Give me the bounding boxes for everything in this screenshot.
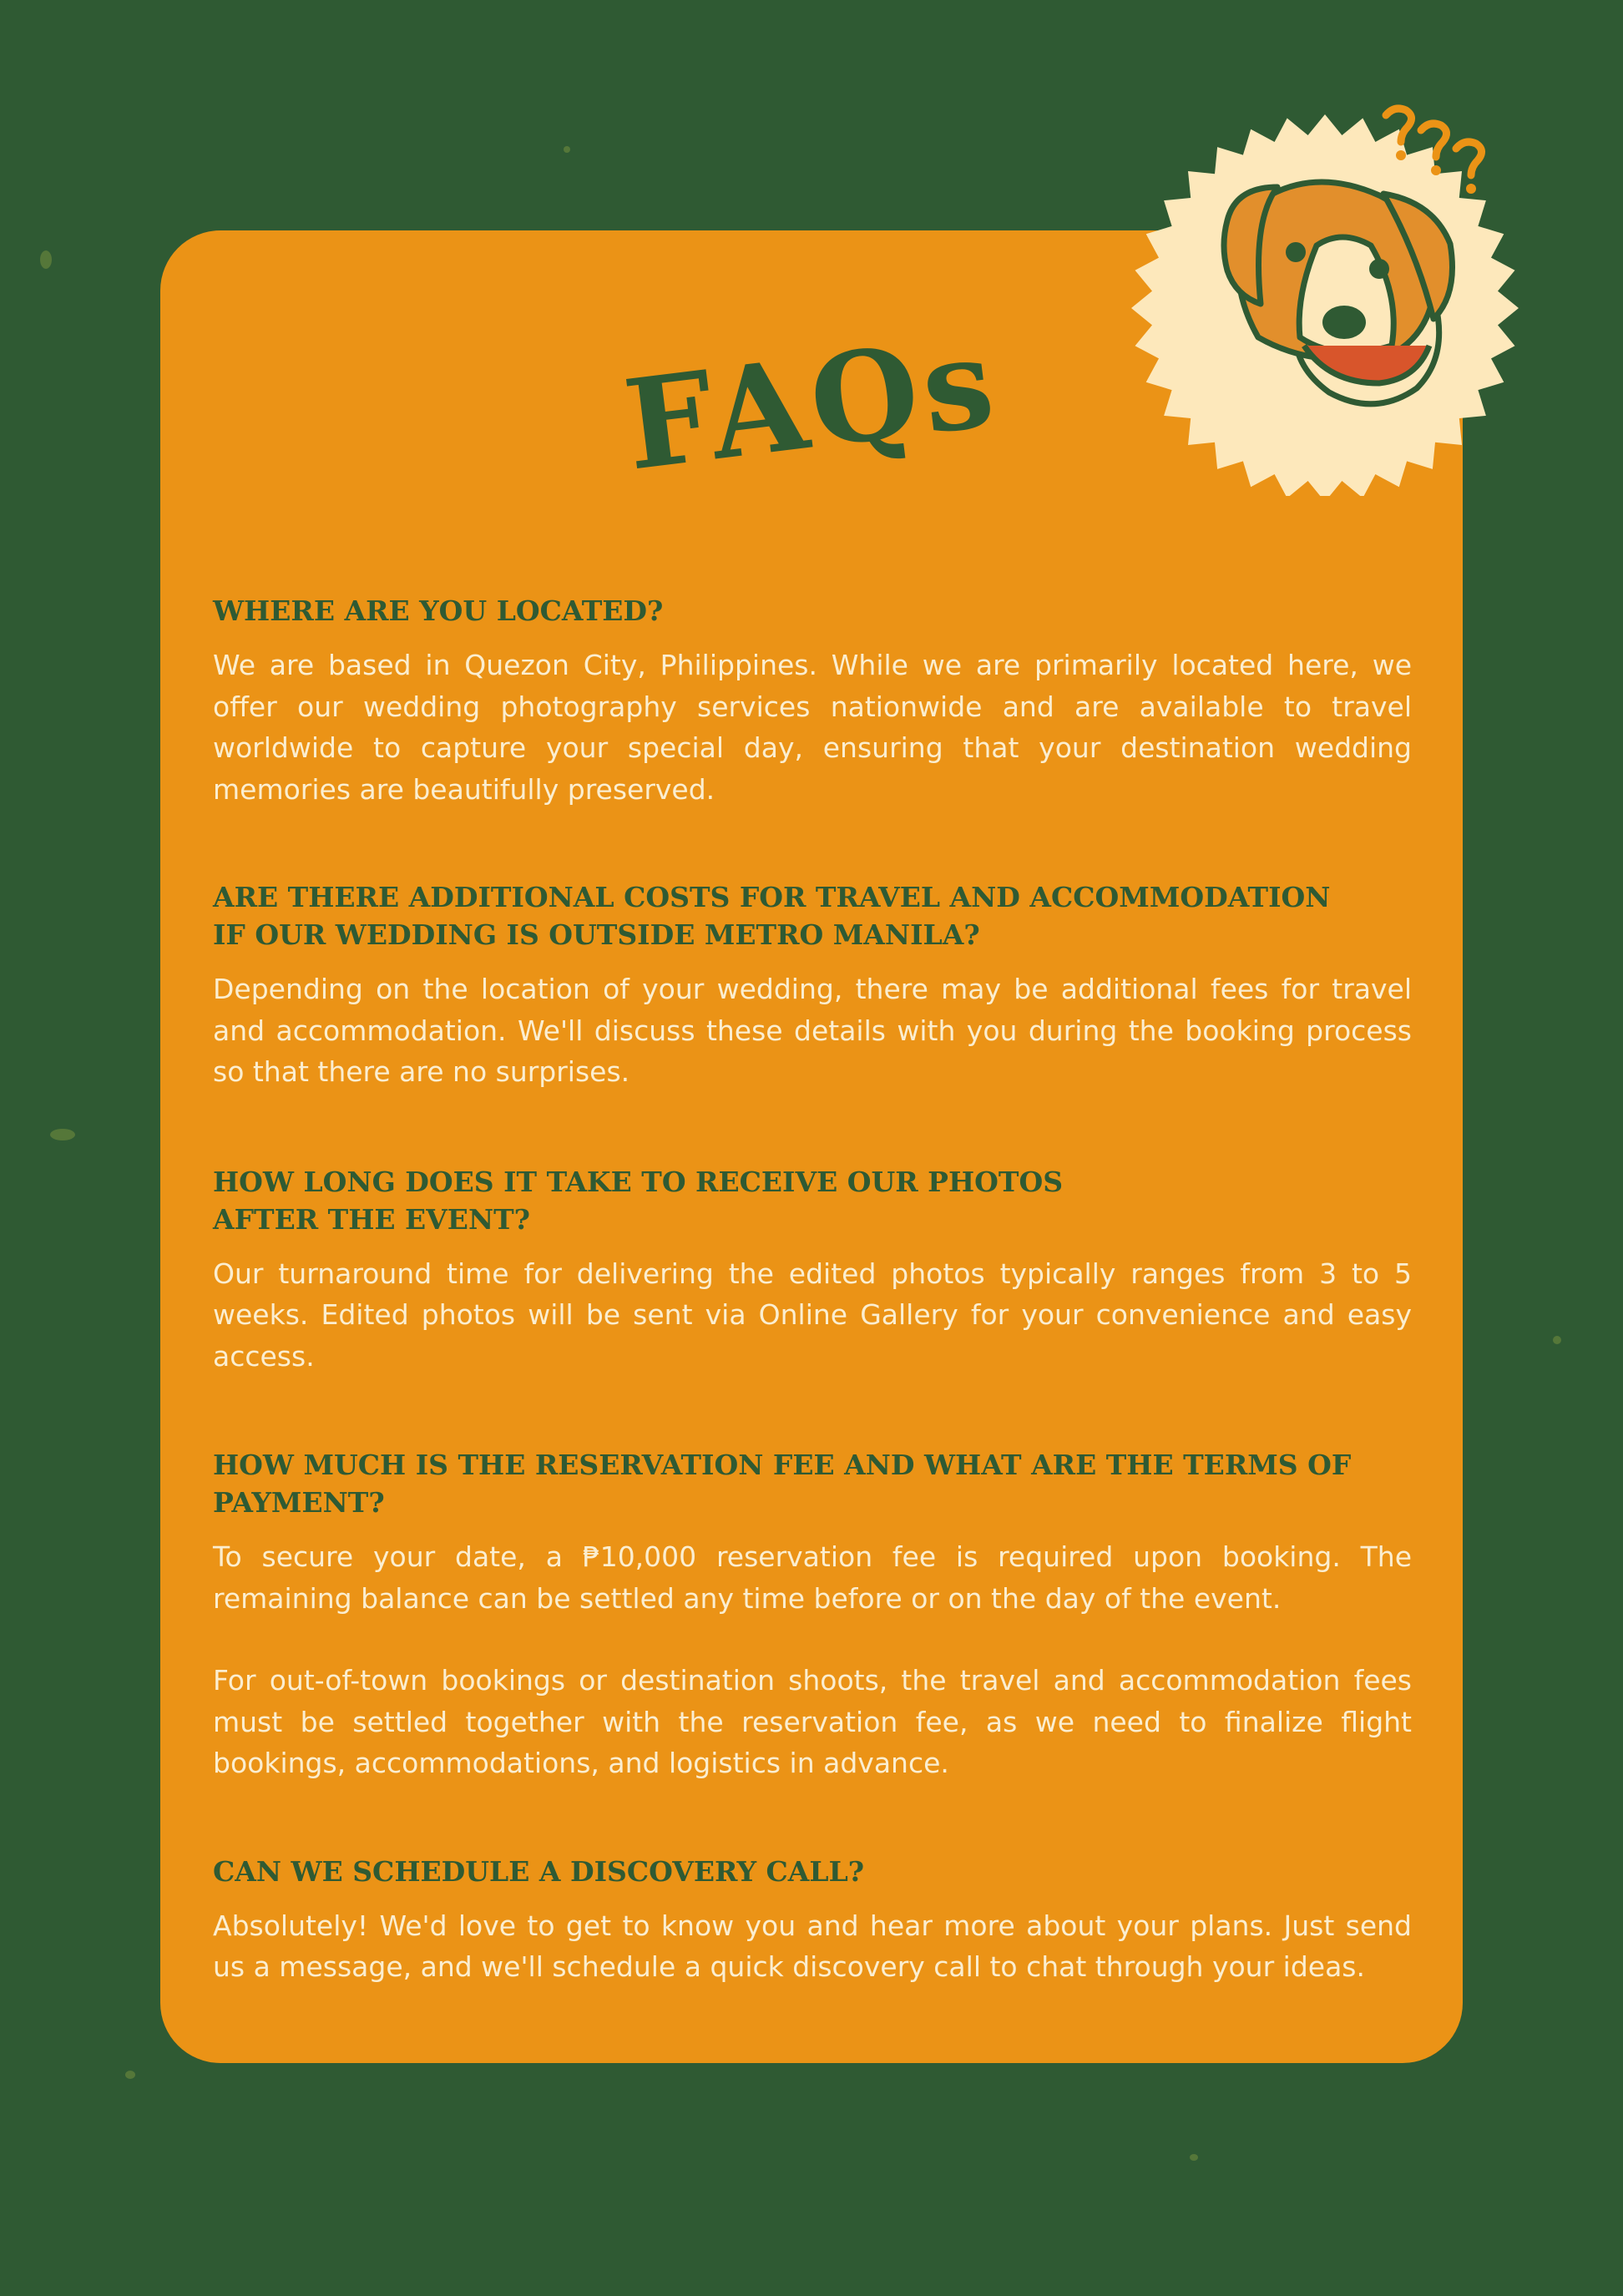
background-speck (1553, 1336, 1561, 1344)
faq-item-reservation-fee (213, 1446, 1412, 1784)
faq-item-travel-costs (213, 878, 1412, 1093)
faq-question: CAN WE SCHEDULE A DISCOVERY CALL? (213, 1854, 865, 1888)
background-speck (564, 146, 570, 153)
faq-answer: Absolutely! We'd love to get to know you and hear more about your plans. Just send us a message, and we'll schedule a quick discovery call to chat through your ideas. (213, 1909, 1412, 1983)
faq-question: HOW MUCH IS THE RESERVATION FEE AND WHAT ARE THE TERMS OF PAYMENT? (213, 1449, 1352, 1519)
faq-answer: Our turnaround time for delivering the edited photos typically ranges from 3 to 5 weeks. Edited photos will be sent via Online Gallery for your convenience and easy access. (213, 1257, 1412, 1373)
confused-dog-icon (1129, 104, 1521, 496)
background-speck (40, 250, 52, 269)
faq-question: HOW LONG DOES IT TAKE TO RECEIVE OUR PHOTOS AFTER THE EVENT? (213, 1165, 1064, 1236)
faq-answer: We are based in Quezon City, Philippines. While we are primarily located here, we offer our wedding photography services nationwide and are available to travel worldwide to capture your special day, ensuring that your destination wedding memories are beautifully preserved. (213, 649, 1412, 806)
faq-card (160, 230, 1463, 2063)
faq-question: ARE THERE ADDITIONAL COSTS FOR TRAVEL AND ACCOMMODATION IF OUR WEDDING IS OUTSIDE METRO MANILA? (213, 881, 1331, 951)
faq-answer-continued: For out-of-town bookings or destination shoots, the travel and accommodation fees must be settled together with the reservation fee, as we need to finalize flight bookings, accommodations, and logistics in advance. (213, 1664, 1412, 1779)
faq-question: WHERE ARE YOU LOCATED? (213, 594, 664, 627)
background-speck (125, 2071, 135, 2079)
faq-answer: To secure your date, a ₱10,000 reservation fee is required upon booking. The remaining balance can be settled any time before or on the day of the event. (213, 1540, 1412, 1615)
background-speck (50, 1129, 75, 1140)
faq-item-turnaround (213, 1163, 1412, 1378)
faq-answer: Depending on the location of your wedding, there may be additional fees for travel and accommodation. We'll discuss these details with you during the booking process so that there are no surprises. (213, 973, 1412, 1088)
faq-item-discovery-call (213, 1853, 1412, 1988)
faq-item-location (213, 592, 1412, 810)
background-speck (1190, 2154, 1198, 2161)
faq-list (213, 592, 1412, 2053)
page-title: FAQs (617, 308, 1006, 498)
